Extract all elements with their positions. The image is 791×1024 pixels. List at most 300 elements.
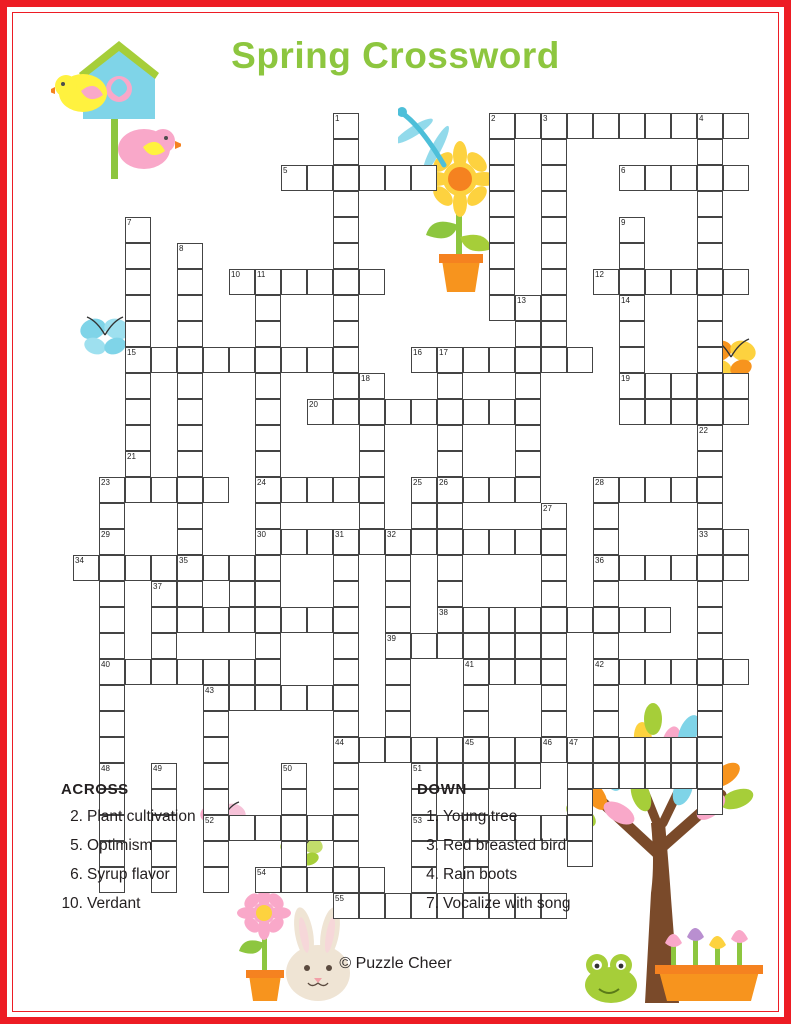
grid-cell[interactable] <box>593 477 619 503</box>
grid-cell[interactable] <box>229 607 255 633</box>
grid-cell[interactable] <box>411 737 437 763</box>
grid-cell[interactable] <box>333 373 359 399</box>
grid-cell[interactable] <box>125 659 151 685</box>
grid-cell[interactable] <box>177 451 203 477</box>
grid-cell[interactable] <box>593 659 619 685</box>
grid-cell[interactable] <box>437 477 463 503</box>
grid-cell[interactable] <box>411 165 437 191</box>
grid-cell[interactable] <box>645 477 671 503</box>
grid-cell[interactable] <box>177 581 203 607</box>
grid-cell[interactable] <box>671 555 697 581</box>
grid-cell[interactable] <box>619 295 645 321</box>
grid-cell[interactable] <box>671 373 697 399</box>
grid-cell[interactable] <box>619 607 645 633</box>
grid-cell[interactable] <box>255 295 281 321</box>
grid-cell[interactable] <box>697 737 723 763</box>
grid-cell[interactable] <box>671 737 697 763</box>
grid-cell[interactable] <box>99 503 125 529</box>
grid-cell[interactable] <box>229 555 255 581</box>
grid-cell[interactable] <box>515 477 541 503</box>
grid-cell[interactable] <box>203 711 229 737</box>
grid-cell[interactable] <box>73 555 99 581</box>
grid-cell[interactable] <box>697 373 723 399</box>
grid-cell[interactable] <box>437 347 463 373</box>
grid-cell[interactable] <box>723 165 749 191</box>
grid-cell[interactable] <box>463 477 489 503</box>
grid-cell[interactable] <box>697 451 723 477</box>
grid-cell[interactable] <box>567 737 593 763</box>
grid-cell[interactable] <box>177 321 203 347</box>
grid-cell[interactable] <box>255 399 281 425</box>
grid-cell[interactable] <box>541 685 567 711</box>
grid-cell[interactable] <box>333 191 359 217</box>
grid-cell[interactable] <box>567 607 593 633</box>
grid-cell[interactable] <box>697 477 723 503</box>
grid-cell[interactable] <box>281 477 307 503</box>
grid-cell[interactable] <box>125 399 151 425</box>
grid-cell[interactable] <box>385 711 411 737</box>
grid-cell[interactable] <box>125 269 151 295</box>
grid-cell[interactable] <box>255 321 281 347</box>
grid-cell[interactable] <box>203 347 229 373</box>
grid-cell[interactable] <box>593 581 619 607</box>
grid-cell[interactable] <box>203 659 229 685</box>
grid-cell[interactable] <box>281 269 307 295</box>
grid-cell[interactable] <box>307 685 333 711</box>
grid-cell[interactable] <box>645 555 671 581</box>
grid-cell[interactable] <box>437 373 463 399</box>
grid-cell[interactable] <box>437 399 463 425</box>
grid-cell[interactable] <box>281 165 307 191</box>
grid-cell[interactable] <box>333 555 359 581</box>
grid-cell[interactable] <box>723 373 749 399</box>
grid-cell[interactable] <box>151 581 177 607</box>
grid-cell[interactable] <box>255 555 281 581</box>
grid-cell[interactable] <box>385 529 411 555</box>
grid-cell[interactable] <box>723 399 749 425</box>
grid-cell[interactable] <box>281 347 307 373</box>
grid-cell[interactable] <box>437 503 463 529</box>
grid-cell[interactable] <box>489 737 515 763</box>
grid-cell[interactable] <box>489 659 515 685</box>
grid-cell[interactable] <box>619 555 645 581</box>
grid-cell[interactable] <box>281 529 307 555</box>
grid-cell[interactable] <box>541 165 567 191</box>
grid-cell[interactable] <box>385 399 411 425</box>
grid-cell[interactable] <box>697 295 723 321</box>
grid-cell[interactable] <box>437 555 463 581</box>
grid-cell[interactable] <box>463 659 489 685</box>
grid-cell[interactable] <box>229 659 255 685</box>
grid-cell[interactable] <box>385 737 411 763</box>
grid-cell[interactable] <box>203 685 229 711</box>
grid-cell[interactable] <box>255 373 281 399</box>
grid-cell[interactable] <box>437 633 463 659</box>
grid-cell[interactable] <box>515 659 541 685</box>
grid-cell[interactable] <box>567 113 593 139</box>
grid-cell[interactable] <box>697 113 723 139</box>
grid-cell[interactable] <box>177 295 203 321</box>
grid-cell[interactable] <box>463 633 489 659</box>
grid-cell[interactable] <box>203 555 229 581</box>
grid-cell[interactable] <box>385 633 411 659</box>
grid-cell[interactable] <box>125 321 151 347</box>
grid-cell[interactable] <box>307 529 333 555</box>
grid-cell[interactable] <box>489 113 515 139</box>
grid-cell[interactable] <box>333 477 359 503</box>
grid-cell[interactable] <box>671 399 697 425</box>
grid-cell[interactable] <box>255 659 281 685</box>
grid-cell[interactable] <box>385 165 411 191</box>
grid-cell[interactable] <box>489 191 515 217</box>
grid-cell[interactable] <box>333 737 359 763</box>
grid-cell[interactable] <box>151 607 177 633</box>
grid-cell[interactable] <box>333 139 359 165</box>
grid-cell[interactable] <box>99 607 125 633</box>
grid-cell[interactable] <box>411 399 437 425</box>
grid-cell[interactable] <box>697 633 723 659</box>
grid-cell[interactable] <box>645 269 671 295</box>
grid-cell[interactable] <box>619 737 645 763</box>
grid-cell[interactable] <box>359 425 385 451</box>
grid-cell[interactable] <box>359 373 385 399</box>
grid-cell[interactable] <box>541 633 567 659</box>
grid-cell[interactable] <box>645 607 671 633</box>
grid-cell[interactable] <box>619 399 645 425</box>
grid-cell[interactable] <box>515 321 541 347</box>
grid-cell[interactable] <box>593 633 619 659</box>
grid-cell[interactable] <box>541 607 567 633</box>
grid-cell[interactable] <box>177 659 203 685</box>
grid-cell[interactable] <box>125 555 151 581</box>
grid-cell[interactable] <box>697 243 723 269</box>
grid-cell[interactable] <box>463 399 489 425</box>
grid-cell[interactable] <box>333 113 359 139</box>
grid-cell[interactable] <box>255 581 281 607</box>
grid-cell[interactable] <box>177 399 203 425</box>
grid-cell[interactable] <box>437 607 463 633</box>
grid-cell[interactable] <box>437 737 463 763</box>
grid-cell[interactable] <box>333 243 359 269</box>
grid-cell[interactable] <box>645 113 671 139</box>
grid-cell[interactable] <box>281 685 307 711</box>
grid-cell[interactable] <box>515 399 541 425</box>
grid-cell[interactable] <box>697 529 723 555</box>
grid-cell[interactable] <box>593 607 619 633</box>
grid-cell[interactable] <box>333 529 359 555</box>
grid-cell[interactable] <box>333 165 359 191</box>
grid-cell[interactable] <box>125 347 151 373</box>
grid-cell[interactable] <box>99 659 125 685</box>
grid-cell[interactable] <box>177 373 203 399</box>
grid-cell[interactable] <box>619 165 645 191</box>
grid-cell[interactable] <box>99 737 125 763</box>
grid-cell[interactable] <box>697 321 723 347</box>
grid-cell[interactable] <box>619 217 645 243</box>
grid-cell[interactable] <box>541 243 567 269</box>
grid-cell[interactable] <box>515 737 541 763</box>
grid-cell[interactable] <box>99 711 125 737</box>
grid-cell[interactable] <box>307 347 333 373</box>
grid-cell[interactable] <box>203 477 229 503</box>
grid-cell[interactable] <box>489 217 515 243</box>
grid-cell[interactable] <box>437 581 463 607</box>
grid-cell[interactable] <box>671 269 697 295</box>
grid-cell[interactable] <box>437 451 463 477</box>
grid-cell[interactable] <box>619 477 645 503</box>
grid-cell[interactable] <box>463 737 489 763</box>
grid-cell[interactable] <box>723 269 749 295</box>
grid-cell[interactable] <box>333 295 359 321</box>
grid-cell[interactable] <box>255 347 281 373</box>
grid-cell[interactable] <box>489 243 515 269</box>
grid-cell[interactable] <box>697 555 723 581</box>
grid-cell[interactable] <box>177 269 203 295</box>
grid-cell[interactable] <box>463 529 489 555</box>
grid-cell[interactable] <box>307 269 333 295</box>
grid-cell[interactable] <box>697 139 723 165</box>
grid-cell[interactable] <box>125 217 151 243</box>
grid-cell[interactable] <box>333 347 359 373</box>
grid-cell[interactable] <box>307 399 333 425</box>
grid-cell[interactable] <box>541 347 567 373</box>
grid-cell[interactable] <box>619 113 645 139</box>
grid-cell[interactable] <box>359 503 385 529</box>
grid-cell[interactable] <box>489 347 515 373</box>
grid-cell[interactable] <box>671 113 697 139</box>
grid-cell[interactable] <box>333 607 359 633</box>
grid-cell[interactable] <box>333 711 359 737</box>
grid-cell[interactable] <box>333 399 359 425</box>
grid-cell[interactable] <box>541 269 567 295</box>
grid-cell[interactable] <box>255 451 281 477</box>
grid-cell[interactable] <box>385 555 411 581</box>
grid-cell[interactable] <box>99 529 125 555</box>
grid-cell[interactable] <box>619 243 645 269</box>
grid-cell[interactable] <box>515 425 541 451</box>
grid-cell[interactable] <box>541 139 567 165</box>
grid-cell[interactable] <box>333 685 359 711</box>
grid-cell[interactable] <box>489 477 515 503</box>
grid-cell[interactable] <box>593 737 619 763</box>
grid-cell[interactable] <box>515 347 541 373</box>
grid-cell[interactable] <box>359 165 385 191</box>
grid-cell[interactable] <box>99 685 125 711</box>
grid-cell[interactable] <box>697 581 723 607</box>
grid-cell[interactable] <box>151 555 177 581</box>
grid-cell[interactable] <box>489 633 515 659</box>
grid-cell[interactable] <box>619 347 645 373</box>
grid-cell[interactable] <box>489 295 515 321</box>
grid-cell[interactable] <box>333 269 359 295</box>
grid-cell[interactable] <box>489 399 515 425</box>
grid-cell[interactable] <box>125 373 151 399</box>
grid-cell[interactable] <box>411 347 437 373</box>
grid-cell[interactable] <box>151 477 177 503</box>
grid-cell[interactable] <box>437 529 463 555</box>
grid-cell[interactable] <box>333 633 359 659</box>
grid-cell[interactable] <box>645 373 671 399</box>
grid-cell[interactable] <box>385 685 411 711</box>
grid-cell[interactable] <box>593 685 619 711</box>
grid-cell[interactable] <box>697 347 723 373</box>
grid-cell[interactable] <box>541 295 567 321</box>
grid-cell[interactable] <box>359 737 385 763</box>
grid-cell[interactable] <box>177 425 203 451</box>
grid-cell[interactable] <box>619 321 645 347</box>
grid-cell[interactable] <box>619 269 645 295</box>
grid-cell[interactable] <box>411 633 437 659</box>
grid-cell[interactable] <box>541 581 567 607</box>
grid-cell[interactable] <box>255 503 281 529</box>
grid-cell[interactable] <box>697 269 723 295</box>
grid-cell[interactable] <box>411 477 437 503</box>
grid-cell[interactable] <box>177 503 203 529</box>
grid-cell[interactable] <box>541 113 567 139</box>
grid-cell[interactable] <box>359 451 385 477</box>
grid-cell[interactable] <box>203 607 229 633</box>
grid-cell[interactable] <box>177 555 203 581</box>
grid-cell[interactable] <box>125 243 151 269</box>
grid-cell[interactable] <box>541 555 567 581</box>
grid-cell[interactable] <box>151 633 177 659</box>
grid-cell[interactable] <box>489 607 515 633</box>
grid-cell[interactable] <box>125 295 151 321</box>
grid-cell[interactable] <box>619 373 645 399</box>
grid-cell[interactable] <box>671 477 697 503</box>
grid-cell[interactable] <box>177 243 203 269</box>
grid-cell[interactable] <box>125 451 151 477</box>
grid-cell[interactable] <box>359 399 385 425</box>
grid-cell[interactable] <box>99 581 125 607</box>
grid-cell[interactable] <box>151 347 177 373</box>
grid-cell[interactable] <box>515 113 541 139</box>
grid-cell[interactable] <box>541 321 567 347</box>
grid-cell[interactable] <box>437 425 463 451</box>
grid-cell[interactable] <box>645 165 671 191</box>
grid-cell[interactable] <box>203 737 229 763</box>
grid-cell[interactable] <box>177 529 203 555</box>
grid-cell[interactable] <box>645 737 671 763</box>
grid-cell[interactable] <box>697 217 723 243</box>
grid-cell[interactable] <box>255 477 281 503</box>
grid-cell[interactable] <box>229 347 255 373</box>
grid-cell[interactable] <box>489 529 515 555</box>
grid-cell[interactable] <box>515 529 541 555</box>
grid-cell[interactable] <box>515 451 541 477</box>
grid-cell[interactable] <box>541 191 567 217</box>
grid-cell[interactable] <box>463 347 489 373</box>
grid-cell[interactable] <box>177 607 203 633</box>
grid-cell[interactable] <box>541 217 567 243</box>
grid-cell[interactable] <box>151 659 177 685</box>
grid-cell[interactable] <box>515 607 541 633</box>
grid-cell[interactable] <box>411 529 437 555</box>
grid-cell[interactable] <box>229 269 255 295</box>
grid-cell[interactable] <box>411 503 437 529</box>
grid-cell[interactable] <box>255 607 281 633</box>
grid-cell[interactable] <box>99 477 125 503</box>
grid-cell[interactable] <box>333 581 359 607</box>
grid-cell[interactable] <box>229 685 255 711</box>
grid-cell[interactable] <box>463 607 489 633</box>
grid-cell[interactable] <box>489 269 515 295</box>
grid-cell[interactable] <box>255 269 281 295</box>
grid-cell[interactable] <box>385 607 411 633</box>
grid-cell[interactable] <box>307 165 333 191</box>
grid-cell[interactable] <box>645 659 671 685</box>
grid-cell[interactable] <box>255 685 281 711</box>
grid-cell[interactable] <box>333 321 359 347</box>
grid-cell[interactable] <box>697 425 723 451</box>
grid-cell[interactable] <box>567 347 593 373</box>
grid-cell[interactable] <box>307 607 333 633</box>
grid-cell[interactable] <box>671 165 697 191</box>
grid-cell[interactable] <box>697 399 723 425</box>
grid-cell[interactable] <box>697 685 723 711</box>
grid-cell[interactable] <box>593 711 619 737</box>
grid-cell[interactable] <box>489 165 515 191</box>
grid-cell[interactable] <box>541 737 567 763</box>
grid-cell[interactable] <box>99 633 125 659</box>
grid-cell[interactable] <box>359 529 385 555</box>
grid-cell[interactable] <box>593 113 619 139</box>
grid-cell[interactable] <box>593 269 619 295</box>
grid-cell[interactable] <box>489 139 515 165</box>
grid-cell[interactable] <box>333 659 359 685</box>
grid-cell[interactable] <box>229 581 255 607</box>
grid-cell[interactable] <box>723 113 749 139</box>
grid-cell[interactable] <box>697 503 723 529</box>
grid-cell[interactable] <box>671 659 697 685</box>
grid-cell[interactable] <box>125 425 151 451</box>
grid-cell[interactable] <box>697 659 723 685</box>
grid-cell[interactable] <box>177 347 203 373</box>
grid-cell[interactable] <box>255 425 281 451</box>
grid-cell[interactable] <box>593 555 619 581</box>
grid-cell[interactable] <box>697 165 723 191</box>
grid-cell[interactable] <box>125 477 151 503</box>
grid-cell[interactable] <box>541 711 567 737</box>
grid-cell[interactable] <box>515 633 541 659</box>
grid-cell[interactable] <box>463 711 489 737</box>
grid-cell[interactable] <box>177 477 203 503</box>
grid-cell[interactable] <box>359 269 385 295</box>
grid-cell[interactable] <box>255 633 281 659</box>
grid-cell[interactable] <box>541 659 567 685</box>
grid-cell[interactable] <box>99 555 125 581</box>
grid-cell[interactable] <box>723 529 749 555</box>
grid-cell[interactable] <box>385 581 411 607</box>
grid-cell[interactable] <box>697 711 723 737</box>
grid-cell[interactable] <box>645 399 671 425</box>
grid-cell[interactable] <box>255 529 281 555</box>
grid-cell[interactable] <box>593 503 619 529</box>
grid-cell[interactable] <box>333 217 359 243</box>
grid-cell[interactable] <box>463 685 489 711</box>
grid-cell[interactable] <box>541 503 567 529</box>
grid-cell[interactable] <box>281 607 307 633</box>
grid-cell[interactable] <box>515 373 541 399</box>
grid-cell[interactable] <box>541 529 567 555</box>
grid-cell[interactable] <box>619 659 645 685</box>
grid-cell[interactable] <box>359 477 385 503</box>
grid-cell[interactable] <box>697 607 723 633</box>
grid-cell[interactable] <box>723 659 749 685</box>
grid-cell[interactable] <box>593 529 619 555</box>
grid-cell[interactable] <box>723 555 749 581</box>
grid-cell[interactable] <box>515 295 541 321</box>
